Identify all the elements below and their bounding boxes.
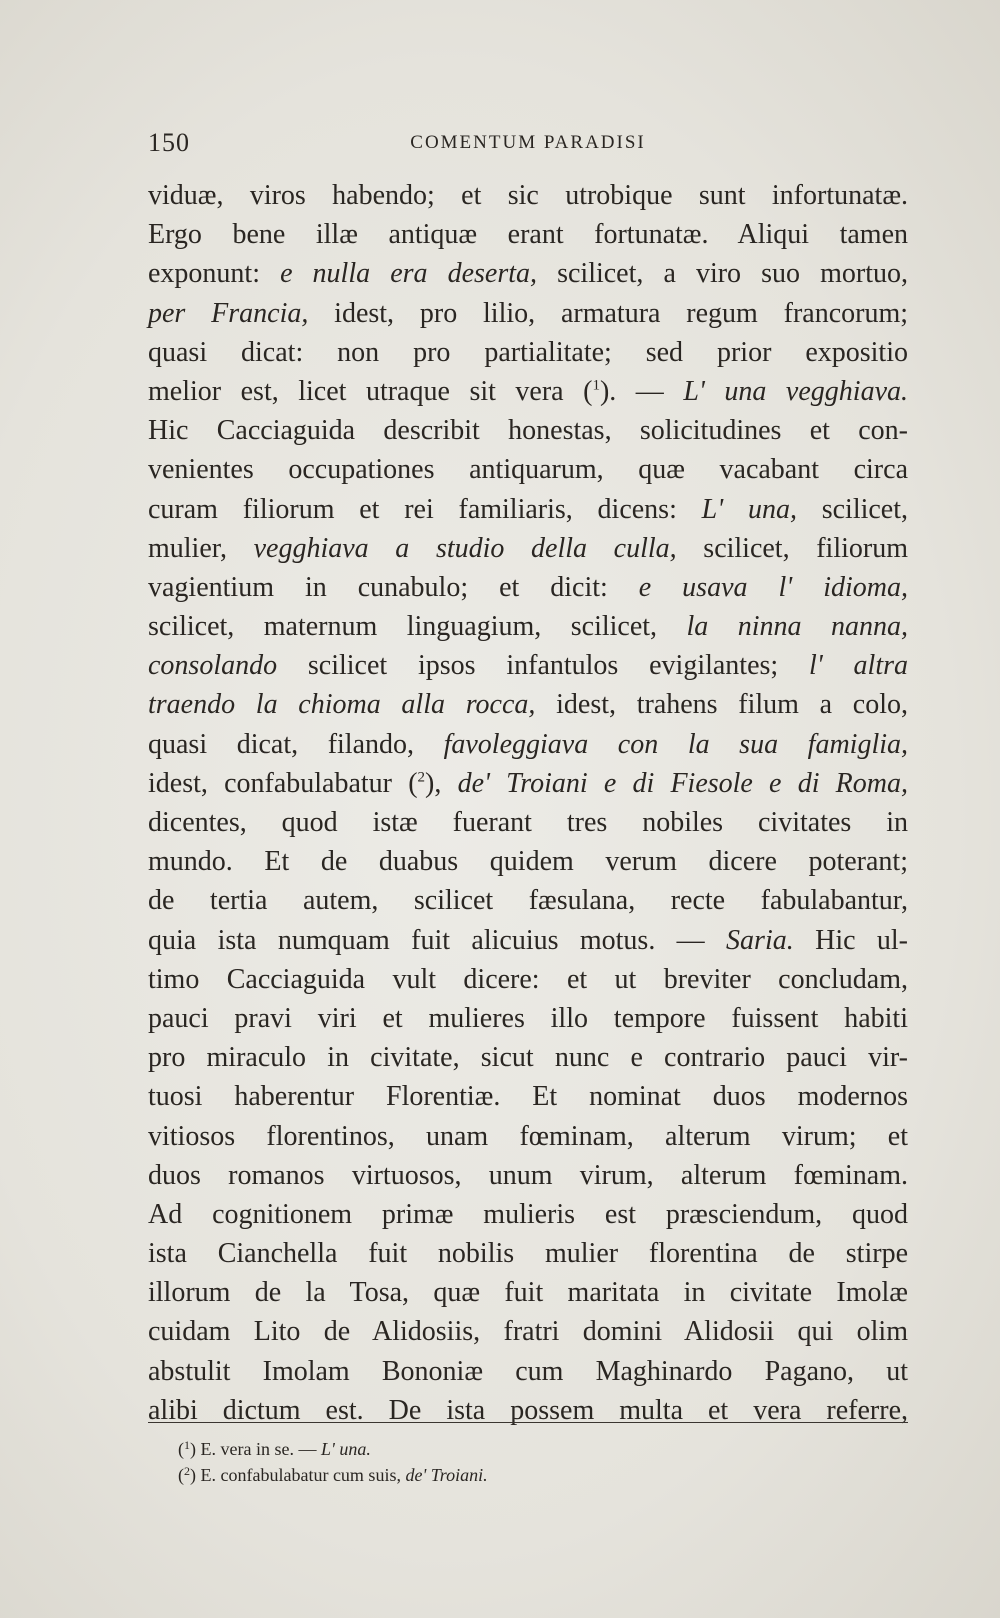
text-line — [148, 1234, 908, 1273]
text-line — [148, 960, 908, 999]
footnote-mark: 2 — [184, 1464, 190, 1478]
text-line — [148, 646, 908, 685]
text-segment: timo Cacciaguida vult dicere: et ut breviter concludam, — [148, 963, 908, 995]
footnote-paren: ) — [190, 1439, 196, 1459]
text-line — [148, 450, 908, 489]
text-segment: Ad cognitionem primæ mulieris est præsciendum, quod — [148, 1198, 908, 1230]
text-segment: illorum de la Tosa, quæ fuit maritata in civitate Imolæ — [148, 1277, 908, 1309]
text-segment: de tertia autem, scilicet fæsulana, recte fabulabantur, — [148, 885, 908, 917]
text-segment: ista Cianchella fuit nobilis mulier florentina de stirpe — [148, 1238, 908, 1270]
text-segment: tuosi haberentur Florentiæ. Et nominat duos modernos — [148, 1081, 908, 1113]
text-line — [148, 1195, 908, 1234]
text-line — [148, 529, 908, 568]
footnotes — [178, 1432, 488, 1484]
text-segment: cuidam Lito de Alidosiis, fratri domini Alidosii qui olim — [148, 1316, 908, 1348]
text-line — [148, 568, 908, 607]
text-segment: ), — [425, 767, 458, 799]
text-segment: venientes occupationes antiquarum, quæ vacabant circa — [148, 454, 908, 486]
italic-quotation: consolando — [148, 650, 278, 682]
italic-quotation: l' altra — [808, 650, 908, 682]
text-segment: Hic Cacciaguida describit honestas, solicitudines et con- — [148, 415, 908, 447]
footnote-italic: de' Troiani. — [405, 1465, 488, 1485]
text-segment: scilicet ipsos infantulos evigilantes; — [277, 650, 809, 682]
text-segment: quia ista numquam fuit alicuius motus. — — [148, 924, 727, 956]
footnote-text: E. confabulabatur cum suis, — [196, 1465, 406, 1485]
italic-quotation: Saria. — [726, 924, 794, 956]
text-segment: dicentes, quod istæ fuerant tres nobiles civitates in — [148, 807, 908, 838]
text-segment: pauci pravi viri et mulieres illo tempore fuissent habiti — [148, 1002, 908, 1034]
text-line — [148, 176, 908, 215]
text-segment: exponunt: — [148, 258, 281, 290]
italic-quotation: de' Troiani e di Fiesole e di Roma, — [457, 767, 908, 799]
text-line — [148, 764, 908, 803]
italic-quotation: la ninna nanna, — [686, 611, 909, 643]
text-line — [148, 1156, 908, 1195]
text-segment: curam filiorum et rei familiaris, dicens: — [148, 493, 702, 525]
text-line — [148, 294, 908, 333]
text-line — [148, 881, 908, 920]
page-number: 150 — [148, 128, 190, 157]
footnote-text: E. vera in se. — — [196, 1439, 321, 1459]
text-segment: scilicet, filiorum — [676, 532, 908, 564]
footnote — [178, 1432, 488, 1458]
text-segment: vitiosos florentinos, unam fœminam, alterum virum; et — [148, 1120, 908, 1152]
text-line — [148, 1352, 908, 1391]
text-segment: melior est, licet utraque sit vera ( — [148, 375, 593, 407]
text-line — [148, 1038, 908, 1077]
italic-quotation: e nulla era deserta, — [280, 258, 538, 290]
text-line — [148, 1077, 908, 1116]
text-line — [148, 1391, 908, 1430]
text-segment: ). — — [599, 375, 684, 407]
text-segment: idest, trahens filum a colo, — [535, 689, 908, 721]
text-segment: alibi dictum est. De ista possem multa et vera referre, — [148, 1394, 908, 1426]
text-line — [148, 921, 908, 960]
footnote-paren: ) — [190, 1465, 196, 1485]
footnote-reference: 1 — [592, 377, 600, 394]
text-line — [148, 254, 908, 293]
commentary-text — [148, 176, 908, 1430]
text-segment: viduæ, viros habendo; et sic utrobique sunt infortunatæ. — [148, 180, 908, 211]
italic-quotation: favoleggiava con la sua famiglia, — [443, 728, 909, 760]
text-segment: idest, pro lilio, armatura regum francorum; — [308, 297, 909, 329]
text-segment: scilicet, a viro suo mortuo, — [537, 258, 908, 290]
text-segment: pro miraculo in civitate, sicut nunc e contrario pauci vir- — [148, 1042, 908, 1074]
text-line — [148, 1117, 908, 1156]
text-segment: scilicet, maternum linguagium, scilicet, — [148, 611, 687, 643]
italic-quotation: per Francia, — [148, 297, 309, 329]
italic-quotation: traendo la chioma alla rocca, — [148, 689, 536, 721]
running-head: COMENTUM PARADISI — [410, 132, 646, 153]
text-line — [148, 1312, 908, 1351]
footnote-mark: 1 — [184, 1438, 190, 1452]
text-line — [148, 411, 908, 450]
italic-quotation: L' una vegghiava. — [683, 375, 908, 407]
footnote — [178, 1458, 488, 1484]
text-segment: abstulit Imolam Bononiæ cum Maghinardo Pagano, ut — [148, 1355, 908, 1387]
footnote-paren: ( — [178, 1439, 184, 1459]
text-segment: scilicet, — [796, 493, 909, 525]
text-segment: mundo. Et de duabus quidem verum dicere poterant; — [148, 846, 908, 878]
text-segment: Ergo bene illæ antiquæ erant fortunatæ. Aliqui tamen — [148, 219, 908, 251]
text-line — [148, 999, 908, 1038]
text-segment: duos romanos virtuosos, unum virum, alterum fœminam. — [148, 1159, 908, 1191]
text-line — [148, 725, 908, 764]
text-line — [148, 842, 908, 881]
text-line — [148, 215, 908, 254]
footnote-italic: L' una. — [320, 1439, 371, 1459]
text-line — [148, 685, 908, 724]
text-line — [148, 607, 908, 646]
text-line — [148, 490, 908, 529]
text-line — [148, 372, 908, 411]
text-segment: idest, confabulabatur ( — [148, 767, 418, 799]
italic-quotation: L' una, — [701, 493, 797, 525]
text-line — [148, 803, 908, 842]
italic-quotation: e usava l' idioma, — [638, 571, 908, 603]
text-segment: quasi dicat, filando, — [148, 728, 444, 760]
text-line — [148, 333, 908, 372]
text-segment: mulier, — [148, 532, 254, 564]
text-line — [148, 1273, 908, 1312]
text-segment: quasi dicat: non pro partialitate; sed prior expositio — [148, 336, 908, 368]
page-header — [148, 128, 908, 162]
footnote-paren: ( — [178, 1465, 184, 1485]
text-segment: vagientium in cunabulo; et dicit: — [148, 571, 639, 603]
text-segment: Hic ul- — [793, 924, 908, 956]
italic-quotation: vegghiava a studio della culla, — [253, 532, 677, 564]
footnote-divider — [148, 1422, 908, 1423]
footnote-reference: 2 — [417, 769, 426, 786]
